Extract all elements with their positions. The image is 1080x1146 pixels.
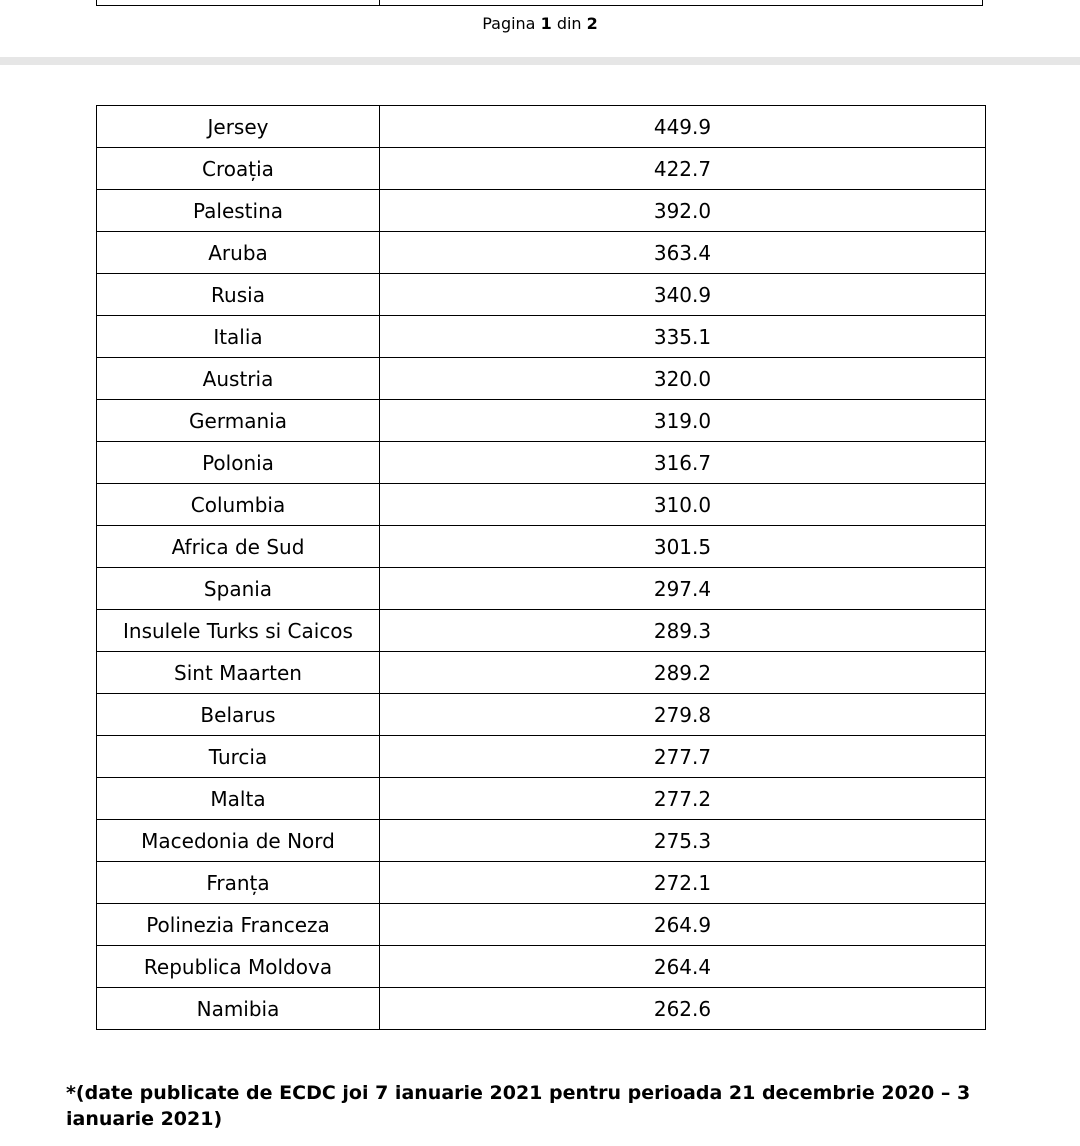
country-cell: Insulele Turks si Caicos (97, 610, 380, 652)
table-row (97, 694, 986, 736)
country-cell: Germania (97, 400, 380, 442)
country-cell: Republica Moldova (97, 946, 380, 988)
table-row (97, 526, 986, 568)
current-page-number: 1 (540, 14, 552, 33)
table-row (97, 862, 986, 904)
value-cell: 392.0 (380, 190, 986, 232)
value-cell: 320.0 (380, 358, 986, 400)
table-row (97, 820, 986, 862)
value-cell: 301.5 (380, 526, 986, 568)
table-row (97, 148, 986, 190)
footnote: *(date publicate de ECDC joi 7 ianuarie 2021 pentru perioada 21 decembrie 2020 – 3 ianuarie 2021) (66, 1082, 971, 1130)
value-cell: 316.7 (380, 442, 986, 484)
incidence-table (96, 105, 986, 1030)
page-indicator-separator: din (556, 14, 582, 33)
country-cell: Palestina (97, 190, 380, 232)
table-row (97, 484, 986, 526)
table-row (97, 904, 986, 946)
incidence-table-body (97, 106, 986, 1030)
table-row (97, 652, 986, 694)
table-row (97, 568, 986, 610)
value-cell: 335.1 (380, 316, 986, 358)
table-row (97, 778, 986, 820)
value-cell: 297.4 (380, 568, 986, 610)
value-cell: 262.6 (380, 988, 986, 1030)
value-cell: 277.7 (380, 736, 986, 778)
value-cell: 289.2 (380, 652, 986, 694)
page-indicator-prefix: Pagina (482, 14, 536, 33)
country-cell: Polinezia Franceza (97, 904, 380, 946)
table-row (97, 274, 986, 316)
country-cell: Spania (97, 568, 380, 610)
value-cell: 340.9 (380, 274, 986, 316)
table-row (97, 232, 986, 274)
table-row (97, 358, 986, 400)
value-cell: 279.8 (380, 694, 986, 736)
country-cell: Turcia (97, 736, 380, 778)
country-cell: Namibia (97, 988, 380, 1030)
table-row (97, 442, 986, 484)
value-cell: 319.0 (380, 400, 986, 442)
value-cell: 264.9 (380, 904, 986, 946)
value-cell: 310.0 (380, 484, 986, 526)
table-row (97, 736, 986, 778)
country-cell: Columbia (97, 484, 380, 526)
country-cell: Macedonia de Nord (97, 820, 380, 862)
country-cell: Jersey (97, 106, 380, 148)
country-cell: Sint Maarten (97, 652, 380, 694)
country-cell: Rusia (97, 274, 380, 316)
country-cell: Franța (97, 862, 380, 904)
table-row (97, 106, 986, 148)
total-pages-number: 2 (586, 14, 598, 33)
country-cell: Austria (97, 358, 380, 400)
value-cell: 289.3 (380, 610, 986, 652)
page-break-separator (0, 57, 1080, 65)
column-divider (379, 0, 380, 5)
country-cell: Africa de Sud (97, 526, 380, 568)
country-cell: Polonia (97, 442, 380, 484)
value-cell: 264.4 (380, 946, 986, 988)
country-cell: Croația (97, 148, 380, 190)
page-indicator (0, 13, 1080, 35)
country-cell: Aruba (97, 232, 380, 274)
table-row (97, 316, 986, 358)
table-row (97, 610, 986, 652)
country-cell: Belarus (97, 694, 380, 736)
table-row (97, 988, 986, 1030)
value-cell: 272.1 (380, 862, 986, 904)
table-row (97, 946, 986, 988)
value-cell: 363.4 (380, 232, 986, 274)
table-row (97, 190, 986, 232)
table-row (97, 400, 986, 442)
value-cell: 275.3 (380, 820, 986, 862)
previous-page-table-end (96, 0, 983, 6)
country-cell: Italia (97, 316, 380, 358)
value-cell: 449.9 (380, 106, 986, 148)
value-cell: 422.7 (380, 148, 986, 190)
value-cell: 277.2 (380, 778, 986, 820)
country-cell: Malta (97, 778, 380, 820)
